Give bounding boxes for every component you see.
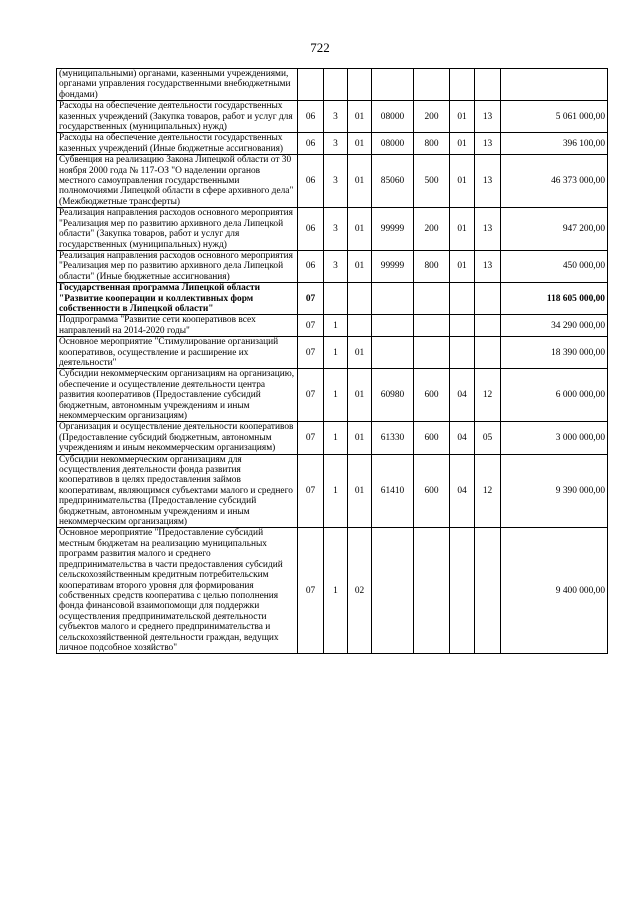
row-name-cell: Субсидии некоммерческим организациям на организацию, обеспечение и осуществление деятельности центра развития кооперативов (Предоставление субсидий бюджетным, автономным учреждениям и иным некоммерческим организациям) [57, 369, 298, 422]
amount-cell: 3 000 000,00 [501, 422, 608, 454]
amount-cell: 6 000 000,00 [501, 369, 608, 422]
page-number: 722 [310, 40, 330, 55]
section-cell: 01 [450, 101, 475, 133]
section-cell [450, 315, 475, 337]
section-cell [450, 283, 475, 315]
table-row [57, 208, 608, 251]
activity-code-cell: 01 [348, 337, 372, 369]
activity-code-cell: 01 [348, 155, 372, 208]
subprogram-code-cell: 1 [324, 454, 348, 528]
subprogram-code-cell: 1 [324, 528, 348, 654]
subprogram-code-cell: 3 [324, 208, 348, 251]
program-code-cell: 07 [298, 337, 324, 369]
row-name-cell: Реализация направления расходов основного мероприятия "Реализация мер по развитию архивного дела Липецкой области" (Иные бюджетные ассигнования) [57, 250, 298, 282]
amount-cell: 9 390 000,00 [501, 454, 608, 528]
row-name-cell: (муниципальными) органами, казенными учреждениями, органами управления государственными внебюджетными фондами) [57, 69, 298, 101]
section-cell [450, 69, 475, 101]
table-row [57, 454, 608, 528]
expense-type-cell [414, 337, 450, 369]
section-cell: 04 [450, 369, 475, 422]
table-row [57, 155, 608, 208]
subsection-cell: 13 [475, 250, 501, 282]
expense-type-cell: 200 [414, 208, 450, 251]
program-code-cell [298, 69, 324, 101]
program-code-cell: 07 [298, 454, 324, 528]
subprogram-code-cell: 3 [324, 101, 348, 133]
activity-code-cell: 02 [348, 528, 372, 654]
expense-type-cell [414, 315, 450, 337]
subprogram-code-cell: 3 [324, 155, 348, 208]
amount-cell: 118 605 000,00 [501, 283, 608, 315]
program-code-cell: 07 [298, 528, 324, 654]
table-row [57, 422, 608, 454]
expense-type-cell: 600 [414, 422, 450, 454]
subsection-cell: 13 [475, 101, 501, 133]
program-code-cell: 07 [298, 369, 324, 422]
amount-cell [501, 69, 608, 101]
activity-code-cell: 01 [348, 369, 372, 422]
activity-code-cell: 01 [348, 250, 372, 282]
budget-table [56, 68, 608, 654]
subprogram-code-cell [324, 69, 348, 101]
program-code-cell: 06 [298, 250, 324, 282]
section-cell: 04 [450, 422, 475, 454]
table-row [57, 69, 608, 101]
expense-type-cell [414, 283, 450, 315]
program-code-cell: 07 [298, 283, 324, 315]
section-cell: 01 [450, 208, 475, 251]
program-code-cell: 06 [298, 155, 324, 208]
subsection-cell: 13 [475, 208, 501, 251]
amount-cell: 34 290 000,00 [501, 315, 608, 337]
subsection-cell [475, 283, 501, 315]
expense-type-cell: 600 [414, 454, 450, 528]
expense-type-cell: 200 [414, 101, 450, 133]
subsection-cell: 12 [475, 454, 501, 528]
activity-code-cell [348, 315, 372, 337]
subprogram-code-cell: 1 [324, 315, 348, 337]
activity-code-cell: 01 [348, 101, 372, 133]
subsection-cell: 13 [475, 155, 501, 208]
direction-code-cell [372, 528, 414, 654]
table-row [57, 133, 608, 155]
direction-code-cell: 99999 [372, 250, 414, 282]
subsection-cell: 13 [475, 133, 501, 155]
activity-code-cell: 01 [348, 422, 372, 454]
direction-code-cell: 60980 [372, 369, 414, 422]
direction-code-cell: 08000 [372, 101, 414, 133]
row-name-cell: Расходы на обеспечение деятельности государственных казенных учреждений (Закупка товаров, работ и услуг для государственных (муниципальных) нужд) [57, 101, 298, 133]
row-name-cell: Основное мероприятие "Предоставление субсидий местным бюджетам на реализацию муниципальных программ развития малого и среднего предпринимательства в части предоставления субсидий сельскохозяйственным кредитным потребительским кооперативам второго уровня для формирования собственных средств кооператива с целью пополнения фонда финансовой взаимопомощи для поддержки осуществления предпринимательской деятельности субъектов малого и среднего предпринимательства и сельскохозяйственной деятельности граждан, ведущих личное подсобное хозяйство" [57, 528, 298, 654]
subprogram-code-cell: 3 [324, 250, 348, 282]
section-cell: 01 [450, 155, 475, 208]
expense-type-cell: 600 [414, 369, 450, 422]
program-code-cell: 07 [298, 315, 324, 337]
program-code-cell: 07 [298, 422, 324, 454]
section-cell [450, 528, 475, 654]
amount-cell: 450 000,00 [501, 250, 608, 282]
row-name-cell: Государственная программа Липецкой области "Развитие кооперации и коллективных форм собственности в Липецкой области" [57, 283, 298, 315]
table-row [57, 101, 608, 133]
activity-code-cell [348, 69, 372, 101]
subsection-cell [475, 69, 501, 101]
table-row [57, 283, 608, 315]
program-code-cell: 06 [298, 101, 324, 133]
row-name-cell: Организация и осуществление деятельности кооперативов (Предоставление субсидий бюджетным, автономным учреждениям и иным некоммерческим организациям) [57, 422, 298, 454]
row-name-cell: Реализация направления расходов основного мероприятия "Реализация мер по развитию архивного дела Липецкой области" (Закупка товаров, работ и услуг для государственных (муниципальных) нужд) [57, 208, 298, 251]
direction-code-cell: 61330 [372, 422, 414, 454]
subsection-cell [475, 337, 501, 369]
program-code-cell: 06 [298, 208, 324, 251]
amount-cell: 46 373 000,00 [501, 155, 608, 208]
direction-code-cell [372, 315, 414, 337]
expense-type-cell: 800 [414, 133, 450, 155]
direction-code-cell: 08000 [372, 133, 414, 155]
subprogram-code-cell: 1 [324, 422, 348, 454]
row-name-cell: Подпрограмма "Развитие сети кооперативов всех направлений на 2014-2020 годы" [57, 315, 298, 337]
row-name-cell: Расходы на обеспечение деятельности государственных казенных учреждений (Иные бюджетные ассигнования) [57, 133, 298, 155]
direction-code-cell: 99999 [372, 208, 414, 251]
direction-code-cell [372, 337, 414, 369]
subprogram-code-cell: 3 [324, 133, 348, 155]
amount-cell: 9 400 000,00 [501, 528, 608, 654]
subprogram-code-cell: 1 [324, 337, 348, 369]
row-name-cell: Основное мероприятие "Стимулирование организаций кооперативов, осуществление и расширение их деятельности" [57, 337, 298, 369]
table-row [57, 369, 608, 422]
program-code-cell: 06 [298, 133, 324, 155]
subprogram-code-cell: 1 [324, 369, 348, 422]
direction-code-cell [372, 283, 414, 315]
expense-type-cell: 500 [414, 155, 450, 208]
table-row [57, 337, 608, 369]
amount-cell: 5 061 000,00 [501, 101, 608, 133]
activity-code-cell [348, 283, 372, 315]
expense-type-cell: 800 [414, 250, 450, 282]
direction-code-cell: 61410 [372, 454, 414, 528]
subsection-cell [475, 528, 501, 654]
amount-cell: 18 390 000,00 [501, 337, 608, 369]
subsection-cell [475, 315, 501, 337]
direction-code-cell [372, 69, 414, 101]
section-cell: 01 [450, 250, 475, 282]
direction-code-cell: 85060 [372, 155, 414, 208]
section-cell [450, 337, 475, 369]
section-cell: 01 [450, 133, 475, 155]
subsection-cell: 05 [475, 422, 501, 454]
activity-code-cell: 01 [348, 454, 372, 528]
row-name-cell: Субсидии некоммерческим организациям для осуществления деятельности фонда развития кооперативов в целях предоставления займов кооперативам, являющимся субъектами малого и среднего предпринимательства (Предоставление субсидий бюджетным, автономным учреждениям и иным некоммерческим организациям) [57, 454, 298, 528]
expense-type-cell [414, 528, 450, 654]
activity-code-cell: 01 [348, 133, 372, 155]
row-name-cell: Субвенция на реализацию Закона Липецкой области от 30 ноября 2000 года № 117-ОЗ "О наделении органов местного самоуправления государственными полномочиями Липецкой области в сфере архивного дела" (Межбюджетные трансферты) [57, 155, 298, 208]
amount-cell: 947 200,00 [501, 208, 608, 251]
table-row [57, 528, 608, 654]
table-row [57, 315, 608, 337]
section-cell: 04 [450, 454, 475, 528]
activity-code-cell: 01 [348, 208, 372, 251]
table-row [57, 250, 608, 282]
subprogram-code-cell [324, 283, 348, 315]
amount-cell: 396 100,00 [501, 133, 608, 155]
subsection-cell: 12 [475, 369, 501, 422]
expense-type-cell [414, 69, 450, 101]
